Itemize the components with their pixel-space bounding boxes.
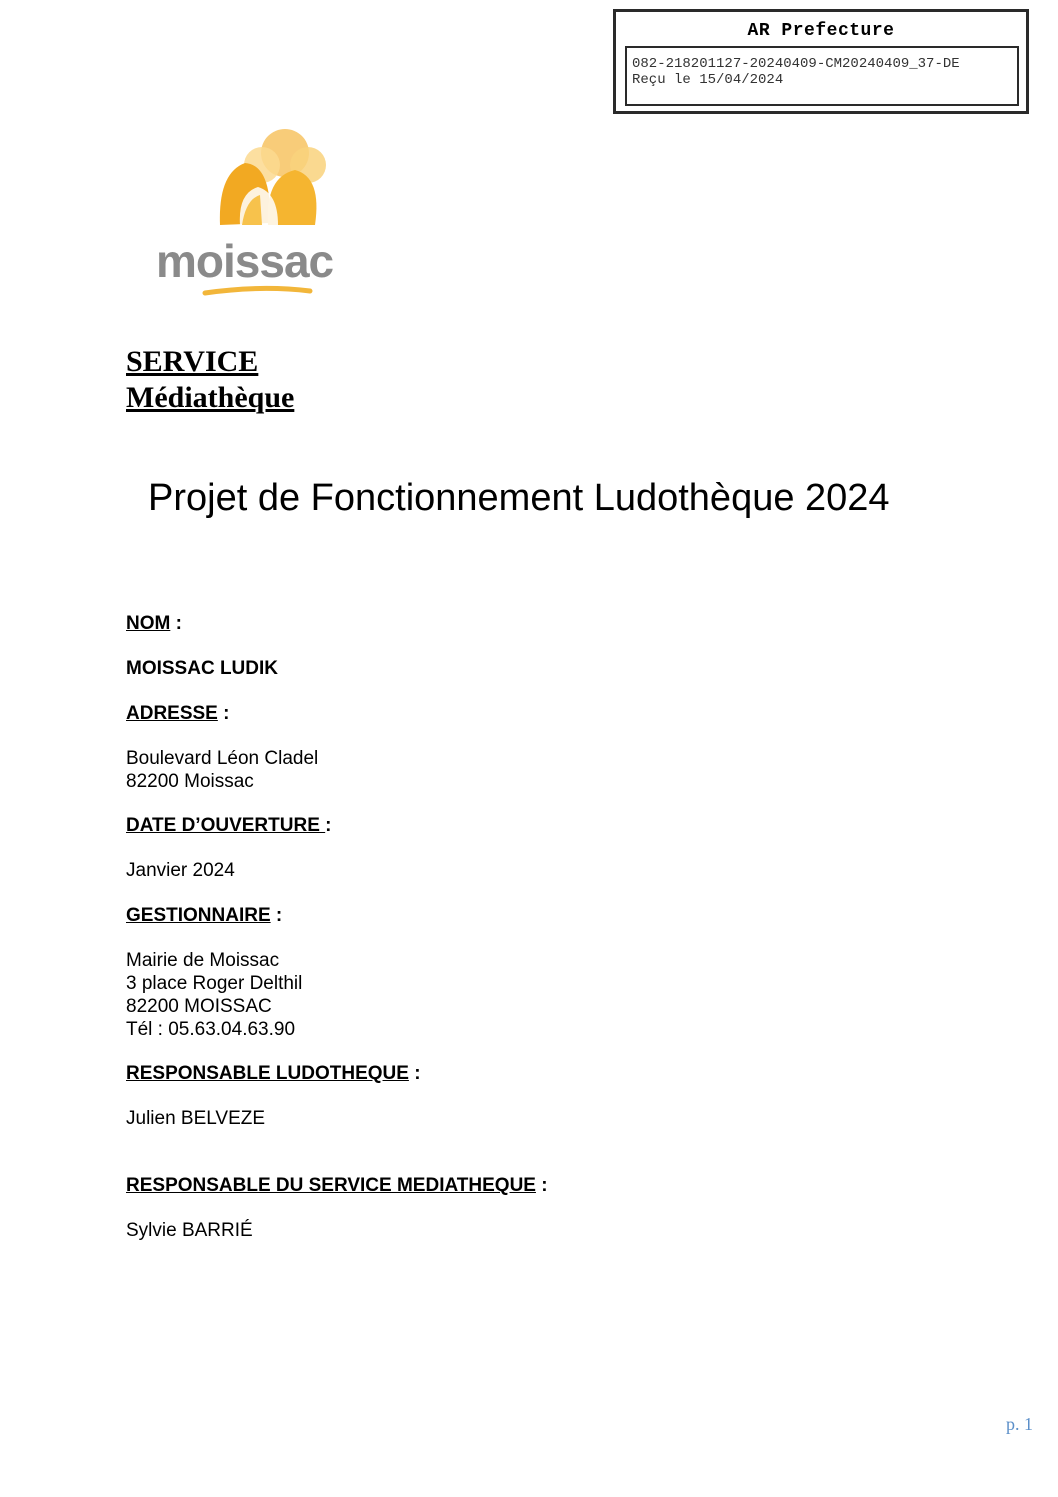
adresse-value bbox=[126, 747, 318, 793]
nom-value: MOISSAC LUDIK bbox=[126, 658, 278, 679]
gestionnaire-line: Mairie de Moissac bbox=[126, 950, 280, 971]
responsable-media-label-suffix: : bbox=[535, 1175, 548, 1196]
stamp-reference-box bbox=[625, 46, 1019, 106]
adresse-label-suffix: : bbox=[217, 703, 230, 724]
responsable-ludo-label-suffix: : bbox=[408, 1063, 421, 1084]
gestionnaire-line: 3 place Roger Delthil bbox=[126, 973, 303, 994]
responsable-media-label: RESPONSABLE DU SERVICE MEDIATHEQUE bbox=[126, 1175, 536, 1196]
moissac-logo bbox=[150, 125, 380, 315]
adresse-label: ADRESSE bbox=[126, 703, 218, 724]
service-heading bbox=[126, 344, 294, 416]
prefecture-stamp bbox=[613, 9, 1029, 114]
date-label: DATE D’OUVERTURE bbox=[126, 815, 326, 836]
service-line-2: Médiathèque bbox=[126, 381, 295, 414]
adresse-line: Boulevard Léon Cladel bbox=[126, 748, 319, 769]
responsable-media-label-row bbox=[126, 1174, 548, 1197]
gestionnaire-line: 82200 MOISSAC bbox=[126, 996, 272, 1017]
stamp-reference: 082-218201127-20240409-CM20240409_37-DE bbox=[632, 56, 960, 72]
responsable-ludo-value: Julien BELVEZE bbox=[126, 1108, 266, 1129]
nom-label: NOM bbox=[126, 613, 171, 634]
adresse-label-row bbox=[126, 702, 229, 725]
stamp-title: AR Prefecture bbox=[747, 21, 895, 41]
adresse-line: 82200 Moissac bbox=[126, 771, 254, 792]
stamp-received-date: Reçu le 15/04/2024 bbox=[632, 72, 784, 88]
document-title: Projet de Fonctionnement Ludothèque 2024 bbox=[148, 477, 890, 519]
date-label-row bbox=[126, 814, 332, 837]
gestionnaire-label: GESTIONNAIRE bbox=[126, 905, 271, 926]
responsable-ludo-label-row bbox=[126, 1062, 421, 1085]
page-number: p. 1 bbox=[1006, 1414, 1033, 1434]
service-line-1: SERVICE bbox=[126, 345, 259, 378]
nom-label-suffix: : bbox=[170, 613, 182, 634]
gestionnaire-phone: Tél : 05.63.04.63.90 bbox=[126, 1019, 296, 1040]
responsable-media-value: Sylvie BARRIÉ bbox=[126, 1220, 253, 1241]
date-label-suffix: : bbox=[325, 815, 332, 836]
date-value: Janvier 2024 bbox=[126, 860, 235, 881]
gestionnaire-label-suffix: : bbox=[270, 905, 283, 926]
gestionnaire-value bbox=[126, 949, 302, 1041]
gestionnaire-label-row bbox=[126, 904, 282, 927]
responsable-ludo-label: RESPONSABLE LUDOTHEQUE bbox=[126, 1063, 409, 1084]
logo-wordmark: moissac bbox=[156, 235, 334, 287]
nom-label-row bbox=[126, 612, 182, 635]
